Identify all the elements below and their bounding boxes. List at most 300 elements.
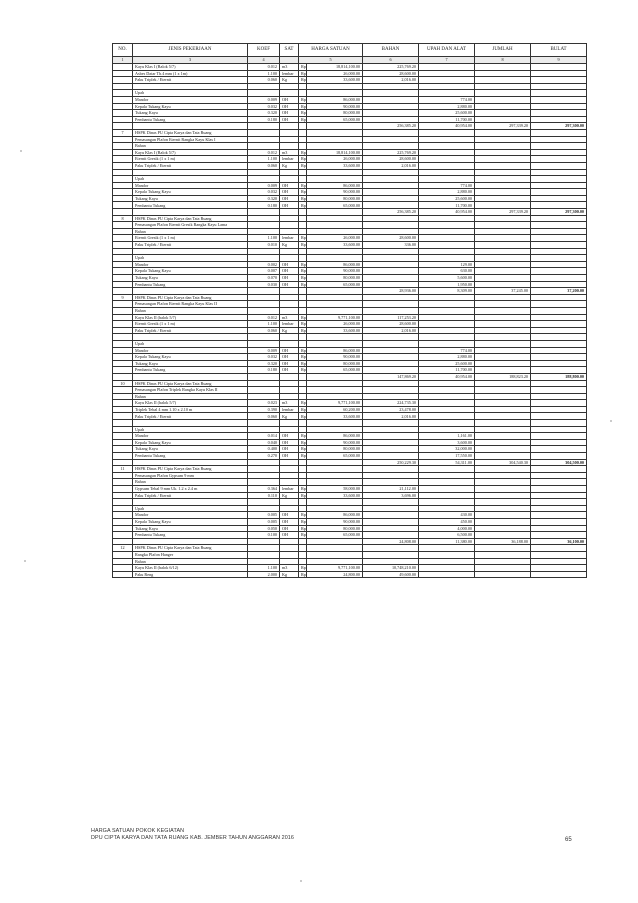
cell-bahan	[363, 479, 419, 486]
cell-koef	[248, 545, 280, 552]
cell-bahan	[363, 558, 419, 565]
cell-harga-satuan	[307, 479, 363, 486]
cell-currency	[299, 472, 307, 479]
cell-bulat	[531, 235, 587, 242]
cell-jumlah	[475, 571, 531, 578]
table-row	[113, 136, 587, 143]
cell-bahan	[363, 334, 419, 341]
cell-no	[113, 340, 133, 347]
cell-sat: m3	[280, 565, 299, 572]
cell-koef: 0.009	[248, 182, 280, 189]
cell-bulat	[531, 406, 587, 413]
cell-sat	[280, 558, 299, 565]
cell-harga-satuan: 9,771,100.00	[307, 314, 363, 321]
cell-no	[113, 209, 133, 216]
cell-harga-satuan: 65,000.00	[307, 281, 363, 288]
cell-currency	[299, 143, 307, 150]
cell-currency	[299, 136, 307, 143]
table-row	[113, 301, 587, 308]
cell-description	[133, 83, 248, 90]
cell-bulat	[531, 360, 587, 367]
cell-koef	[248, 426, 280, 433]
cell-description: Upah	[133, 505, 248, 512]
cell-bahan: 250,229.30	[363, 459, 419, 466]
cell-description: Bahan	[133, 393, 248, 400]
cell-harga-satuan	[307, 90, 363, 97]
cell-bahan	[363, 354, 419, 361]
cell-jumlah: 297,339.20	[475, 123, 531, 130]
cell-upah-alat: 1,950.00	[419, 281, 475, 288]
cell-no	[113, 354, 133, 361]
cell-bulat	[531, 301, 587, 308]
cell-bulat	[531, 222, 587, 229]
cell-bulat	[531, 565, 587, 572]
cell-sat: OH	[280, 268, 299, 275]
cell-currency	[299, 334, 307, 341]
cell-harga-satuan	[307, 301, 363, 308]
cell-jumlah	[475, 518, 531, 525]
cell-no	[113, 525, 133, 532]
cell-harga-satuan	[307, 387, 363, 394]
cell-no	[113, 314, 133, 321]
cell-upah-alat: 5,600.00	[419, 275, 475, 282]
cell-no	[113, 565, 133, 572]
cell-upah-alat	[419, 90, 475, 97]
cell-koef	[248, 222, 280, 229]
cell-currency	[299, 222, 307, 229]
cell-currency	[299, 380, 307, 387]
cell-bulat	[531, 228, 587, 235]
cell-harga-satuan	[307, 255, 363, 262]
cell-jumlah	[475, 255, 531, 262]
table-row	[113, 143, 587, 150]
cell-koef: 0.007	[248, 268, 280, 275]
cell-currency: Rp	[299, 400, 307, 407]
cell-bahan: 28,936.00	[363, 288, 419, 295]
cell-currency: Rp	[299, 110, 307, 117]
cell-harga-satuan	[307, 215, 363, 222]
cell-harga-satuan	[307, 228, 363, 235]
cell-description: HSPK Dinas PU Cipta Karya dan Tata Ruang	[133, 466, 248, 473]
cell-jumlah	[475, 433, 531, 440]
cell-currency: Rp	[299, 96, 307, 103]
cell-no	[113, 373, 133, 380]
cell-koef: 0.032	[248, 103, 280, 110]
cell-upah-alat: 2,880.00	[419, 103, 475, 110]
cell-currency	[299, 373, 307, 380]
cell-currency: Rp	[299, 195, 307, 202]
table-row	[113, 129, 587, 136]
cell-bulat	[531, 143, 587, 150]
cell-harga-satuan	[307, 143, 363, 150]
cell-bulat	[531, 162, 587, 169]
cell-currency: Rp	[299, 202, 307, 209]
cell-jumlah	[475, 479, 531, 486]
cell-bahan	[363, 545, 419, 552]
blank-row	[113, 420, 587, 427]
cell-bulat	[531, 248, 587, 255]
cell-upah-alat	[419, 70, 475, 77]
cell-currency: Rp	[299, 77, 307, 84]
cell-harga-satuan: 90,000.00	[307, 189, 363, 196]
cell-harga-satuan: 18,814,100.00	[307, 149, 363, 156]
cell-no	[113, 149, 133, 156]
cell-koef	[248, 83, 280, 90]
column-number: 9	[531, 57, 587, 64]
table-row	[113, 307, 587, 314]
table-row	[113, 446, 587, 453]
cell-sat	[280, 307, 299, 314]
cell-description: HSPK Dinas PU Cipta Karya dan Tata Ruang	[133, 545, 248, 552]
table-row	[113, 518, 587, 525]
cell-bahan	[363, 380, 419, 387]
cell-sat	[280, 294, 299, 301]
cell-sat: OH	[280, 446, 299, 453]
cell-description: Bahan	[133, 479, 248, 486]
table-row	[113, 96, 587, 103]
column-number: 1	[113, 57, 133, 64]
cell-bulat	[531, 426, 587, 433]
cell-sat: m3	[280, 64, 299, 71]
cell-bulat	[531, 472, 587, 479]
cell-bulat	[531, 525, 587, 532]
cell-sat: lembar	[280, 321, 299, 328]
cell-harga-satuan	[307, 505, 363, 512]
cell-upah-alat	[419, 162, 475, 169]
cell-jumlah	[475, 499, 531, 506]
cell-no	[113, 413, 133, 420]
cell-bahan: 23,478.00	[363, 406, 419, 413]
cell-no	[113, 532, 133, 539]
table-row	[113, 182, 587, 189]
cell-description: Kepala Tukang Kayu	[133, 354, 248, 361]
cell-harga-satuan	[307, 426, 363, 433]
cell-bahan	[363, 96, 419, 103]
cell-currency	[299, 499, 307, 506]
cell-upah-alat	[419, 545, 475, 552]
cell-currency: Rp	[299, 327, 307, 334]
cell-description: Tukang Kayu	[133, 275, 248, 282]
cell-currency: Rp	[299, 281, 307, 288]
cell-jumlah	[475, 294, 531, 301]
cell-no	[113, 393, 133, 400]
cell-bulat	[531, 103, 587, 110]
table-row	[113, 426, 587, 433]
cell-jumlah	[475, 90, 531, 97]
cell-bahan	[363, 446, 419, 453]
cell-bulat	[531, 314, 587, 321]
cell-currency	[299, 123, 307, 130]
subtotal-row	[113, 123, 587, 130]
cell-jumlah: 36,188.00	[475, 538, 531, 545]
table-row	[113, 281, 587, 288]
cell-description: Kayu Klas I (Balok 5/7)	[133, 64, 248, 71]
table-row	[113, 453, 587, 460]
cell-upah-alat	[419, 479, 475, 486]
cell-koef: 0.364	[248, 486, 280, 493]
cell-harga-satuan	[307, 545, 363, 552]
cell-jumlah	[475, 215, 531, 222]
cell-harga-satuan	[307, 129, 363, 136]
cell-bahan	[363, 261, 419, 268]
cell-bahan: 2,016.00	[363, 327, 419, 334]
cell-upah-alat: 8,309.00	[419, 288, 475, 295]
cell-harga-satuan: 33,600.00	[307, 77, 363, 84]
cell-currency: Rp	[299, 64, 307, 71]
cell-bahan	[363, 169, 419, 176]
table-row	[113, 235, 587, 242]
cell-currency: Rp	[299, 406, 307, 413]
cell-no	[113, 281, 133, 288]
cell-upah-alat	[419, 242, 475, 249]
cell-sat: lembar	[280, 486, 299, 493]
cell-currency	[299, 209, 307, 216]
subtotal-row	[113, 538, 587, 545]
cell-bahan	[363, 202, 419, 209]
table-row	[113, 116, 587, 123]
cell-upah-alat	[419, 571, 475, 578]
cell-upah-alat	[419, 499, 475, 506]
cell-upah-alat: 54,311.00	[419, 459, 475, 466]
cell-koef	[248, 373, 280, 380]
cell-harga-satuan: 33,600.00	[307, 162, 363, 169]
cell-jumlah: 37,245.00	[475, 288, 531, 295]
cell-currency: Rp	[299, 162, 307, 169]
cell-bahan	[363, 189, 419, 196]
table-row	[113, 380, 587, 387]
cell-bulat	[531, 532, 587, 539]
cell-upah-alat	[419, 334, 475, 341]
blank-row	[113, 499, 587, 506]
cell-upah-alat: 17,550.00	[419, 453, 475, 460]
cell-jumlah	[475, 143, 531, 150]
cell-jumlah	[475, 340, 531, 347]
cell-upah-alat: 630.00	[419, 268, 475, 275]
cell-jumlah: 297,339.20	[475, 209, 531, 216]
cell-harga-satuan	[307, 123, 363, 130]
cell-jumlah	[475, 367, 531, 374]
cell-sat: OH	[280, 110, 299, 117]
cell-harga-satuan	[307, 538, 363, 545]
cell-koef: 0.060	[248, 77, 280, 84]
table-row	[113, 90, 587, 97]
cell-upah-alat: 40,954.00	[419, 373, 475, 380]
cell-bulat	[531, 367, 587, 374]
cell-harga-satuan	[307, 307, 363, 314]
cell-upah-alat	[419, 400, 475, 407]
cell-jumlah	[475, 275, 531, 282]
cell-currency	[299, 545, 307, 552]
cell-jumlah	[475, 96, 531, 103]
cell-bulat	[531, 558, 587, 565]
cell-no	[113, 156, 133, 163]
cell-bahan	[363, 420, 419, 427]
cell-bulat	[531, 136, 587, 143]
cell-sat: OH	[280, 347, 299, 354]
cell-bahan	[363, 426, 419, 433]
cell-currency: Rp	[299, 518, 307, 525]
cell-harga-satuan: 58,000.00	[307, 486, 363, 493]
cell-upah-alat: 25,600.00	[419, 360, 475, 367]
cell-bahan	[363, 367, 419, 374]
cell-currency	[299, 307, 307, 314]
cell-sat	[280, 545, 299, 552]
cell-sat: Kg	[280, 571, 299, 578]
cell-upah-alat	[419, 565, 475, 572]
cell-harga-satuan	[307, 466, 363, 473]
cell-description: HSPK Dinas PU Cipta Karya dan Tata Ruang	[133, 294, 248, 301]
cell-sat: OH	[280, 281, 299, 288]
cell-currency	[299, 420, 307, 427]
cell-sat	[280, 288, 299, 295]
cell-bahan	[363, 248, 419, 255]
cell-description: Asbes Datar Tb.4 mm (1 x 1m)	[133, 70, 248, 77]
cell-description	[133, 334, 248, 341]
cell-upah-alat: 11,380.00	[419, 538, 475, 545]
cell-bahan	[363, 215, 419, 222]
cell-koef: 0.320	[248, 110, 280, 117]
column-number	[280, 57, 299, 64]
cell-bulat	[531, 492, 587, 499]
cell-currency: Rp	[299, 367, 307, 374]
cell-bulat	[531, 64, 587, 71]
cell-jumlah	[475, 453, 531, 460]
cell-no	[113, 96, 133, 103]
cell-bahan: 24,808.00	[363, 538, 419, 545]
cell-koef: 0.009	[248, 96, 280, 103]
cell-upah-alat	[419, 492, 475, 499]
cell-sat	[280, 255, 299, 262]
cell-jumlah	[475, 446, 531, 453]
cell-bahan: 256,385.20	[363, 123, 419, 130]
cell-bulat	[531, 116, 587, 123]
cell-no: 8	[113, 215, 133, 222]
cell-currency: Rp	[299, 492, 307, 499]
cell-bulat	[531, 466, 587, 473]
cell-bahan	[363, 255, 419, 262]
cell-description: Upah	[133, 426, 248, 433]
table-row	[113, 354, 587, 361]
cell-bahan	[363, 222, 419, 229]
cell-koef	[248, 136, 280, 143]
cell-description: Paku Triplek / Eternit	[133, 242, 248, 249]
cell-sat: OH	[280, 512, 299, 519]
cell-bulat	[531, 261, 587, 268]
cell-sat: OH	[280, 116, 299, 123]
cell-jumlah	[475, 176, 531, 183]
cell-harga-satuan	[307, 551, 363, 558]
document-footer	[91, 828, 294, 842]
cell-description: Upah	[133, 255, 248, 262]
cell-description: Kayu Klas II (balok 5/7)	[133, 314, 248, 321]
cell-harga-satuan: 26,000.00	[307, 235, 363, 242]
cell-currency	[299, 459, 307, 466]
table-row	[113, 77, 587, 84]
cell-sat: OH	[280, 360, 299, 367]
cell-jumlah	[475, 110, 531, 117]
cell-upah-alat	[419, 505, 475, 512]
cell-no	[113, 327, 133, 334]
table-row	[113, 202, 587, 209]
cell-koef	[248, 393, 280, 400]
cell-currency: Rp	[299, 439, 307, 446]
cell-jumlah	[475, 169, 531, 176]
cell-harga-satuan: 26,000.00	[307, 70, 363, 77]
cell-bulat	[531, 195, 587, 202]
cell-description: Eternit Gresik (1 x 1 m)	[133, 235, 248, 242]
cell-no	[113, 518, 133, 525]
cell-koef: 1.100	[248, 565, 280, 572]
cell-upah-alat	[419, 426, 475, 433]
cell-no	[113, 538, 133, 545]
cell-description: Tukang Kayu	[133, 360, 248, 367]
cell-description: Pembantu Tukang	[133, 532, 248, 539]
cell-currency	[299, 558, 307, 565]
table-row	[113, 228, 587, 235]
cell-no	[113, 123, 133, 130]
cell-no	[113, 116, 133, 123]
cell-no	[113, 406, 133, 413]
cell-sat: OH	[280, 439, 299, 446]
table-row	[113, 400, 587, 407]
cell-koef	[248, 209, 280, 216]
cell-jumlah	[475, 83, 531, 90]
cell-jumlah	[475, 565, 531, 572]
cell-harga-satuan: 24,800.00	[307, 571, 363, 578]
cell-description: Bahan	[133, 558, 248, 565]
cell-harga-satuan	[307, 209, 363, 216]
cell-jumlah	[475, 400, 531, 407]
cell-bahan: 28,600.00	[363, 156, 419, 163]
cell-bulat	[531, 380, 587, 387]
table-row	[113, 255, 587, 262]
cell-koef	[248, 334, 280, 341]
cell-harga-satuan	[307, 288, 363, 295]
cell-no	[113, 479, 133, 486]
cell-jumlah	[475, 189, 531, 196]
cell-bahan	[363, 439, 419, 446]
cell-bahan	[363, 116, 419, 123]
cell-harga-satuan: 26,000.00	[307, 321, 363, 328]
cell-currency: Rp	[299, 182, 307, 189]
cell-bulat	[531, 400, 587, 407]
cell-jumlah	[475, 195, 531, 202]
cell-sat: OH	[280, 261, 299, 268]
cell-bulat: 297,300.00	[531, 123, 587, 130]
cell-bahan: 21,112.00	[363, 486, 419, 493]
cell-koef	[248, 499, 280, 506]
cell-upah-alat: 25,600.00	[419, 195, 475, 202]
cell-sat	[280, 426, 299, 433]
cell-jumlah	[475, 525, 531, 532]
cell-bahan: 256,385.20	[363, 209, 419, 216]
cell-description: Kayu Klas II (balok 5/7)	[133, 400, 248, 407]
cell-harga-satuan: 9,771,100.00	[307, 400, 363, 407]
cell-bahan	[363, 103, 419, 110]
table-row	[113, 406, 587, 413]
blank-row	[113, 248, 587, 255]
table-row	[113, 512, 587, 519]
cell-description: Tukang Kayu	[133, 525, 248, 532]
cell-description: Pembantu Tukang	[133, 281, 248, 288]
cell-bahan: 2,016.00	[363, 77, 419, 84]
cell-harga-satuan	[307, 373, 363, 380]
cell-bahan: 225,769.20	[363, 149, 419, 156]
cell-jumlah	[475, 334, 531, 341]
scan-speck	[24, 560, 26, 562]
cell-description: Pembantu Tukang	[133, 202, 248, 209]
table-row	[113, 242, 587, 249]
